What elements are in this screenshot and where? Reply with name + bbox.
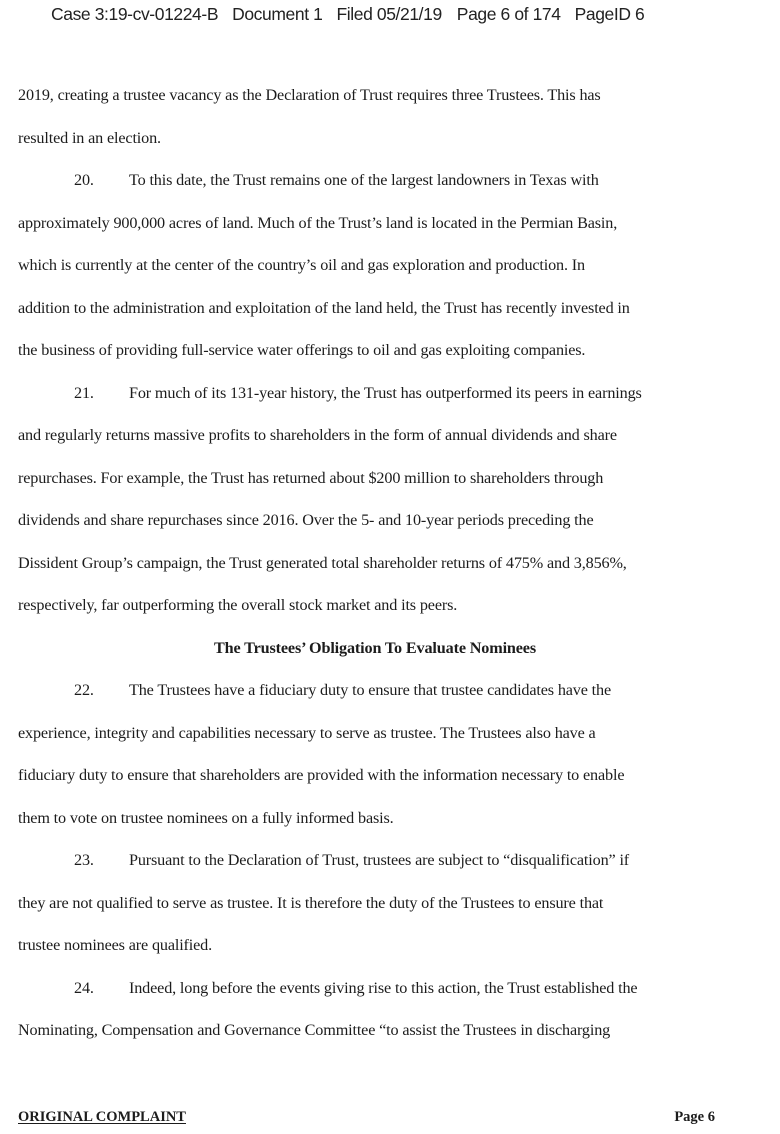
paragraph-number: 22.: [74, 681, 94, 699]
paragraph-number: 23.: [74, 851, 94, 869]
body-line: dividends and share repurchases since 2016. Over the 5- and 10-year periods preceding the: [18, 511, 594, 529]
section-heading: The Trustees’ Obligation To Evaluate Nominees: [214, 638, 536, 657]
body-line: fiduciary duty to ensure that shareholders are provided with the information necessary to enable: [18, 766, 625, 784]
document-title: ORIGINAL COMPLAINT: [18, 1109, 186, 1125]
filed-date: Filed 05/21/19: [336, 4, 442, 24]
page-id: PageID 6: [574, 4, 645, 24]
ecf-filing-header: [0, 4, 780, 25]
body-line: repurchases. For example, the Trust has returned about $200 million to shareholders through: [18, 468, 604, 487]
body-line: 2019, creating a trustee vacancy as the Declaration of Trust requires three Trustees. This has: [18, 86, 601, 104]
body-line: Nominating, Compensation and Governance Committee “to assist the Trustees in discharging: [18, 1021, 611, 1039]
body-line: approximately 900,000 acres of land. Much of the Trust’s land is located in the Permian Basin,: [18, 213, 618, 232]
paragraph-first-line: To this date, the Trust remains one of the largest landowners in Texas with: [129, 171, 599, 189]
paragraph-first-line: Indeed, long before the events giving rise to this action, the Trust established the: [129, 978, 638, 997]
body-line: them to vote on trustee nominees on a fully informed basis.: [18, 808, 394, 827]
body-line: which is currently at the center of the country’s oil and gas exploration and production. In: [18, 256, 585, 274]
paragraph-22: [18, 669, 748, 839]
paragraph-number: 21.: [74, 383, 94, 402]
body-line: resulted in an election.: [18, 128, 161, 147]
paragraph-first-line: For much of its 131-year history, the Trust has outperformed its peers in earnings: [129, 383, 642, 402]
page-number: Page 6: [674, 1109, 715, 1125]
document-number: Document 1: [232, 4, 323, 24]
paragraph-first-line: Pursuant to the Declaration of Trust, trustees are subject to “disqualification” if: [129, 851, 630, 869]
body-line: Dissident Group’s campaign, the Trust generated total shareholder returns of 475% and 3,856%,: [18, 553, 627, 572]
document-body: [18, 74, 748, 1052]
body-line: experience, integrity and capabilities necessary to serve as trustee. The Trustees also have a: [18, 723, 596, 742]
paragraph-23: [18, 839, 748, 967]
body-line: and regularly returns massive profits to shareholders in the form of annual dividends and share: [18, 426, 617, 444]
paragraph-20: [18, 159, 748, 372]
body-line: respectively, far outperforming the overall stock market and its peers.: [18, 596, 458, 614]
case-number: Case 3:19-cv-01224-B: [51, 4, 219, 24]
paragraph-24: [18, 967, 748, 1052]
body-line: trustee nominees are qualified.: [18, 936, 213, 954]
body-line: they are not qualified to serve as trustee. It is therefore the duty of the Trustees to ensure that: [18, 893, 604, 912]
paragraph-number: 24.: [74, 978, 94, 997]
paragraph-21: [18, 372, 748, 627]
paragraph-number: 20.: [74, 171, 94, 189]
body-line: the business of providing full-service water offerings to oil and gas exploiting companies.: [18, 341, 586, 359]
paragraph-first-line: The Trustees have a fiduciary duty to ensure that trustee candidates have the: [129, 681, 612, 699]
body-line: addition to the administration and exploitation of the land held, the Trust has recently invested in: [18, 298, 630, 317]
page-count: Page 6 of 174: [456, 4, 561, 24]
